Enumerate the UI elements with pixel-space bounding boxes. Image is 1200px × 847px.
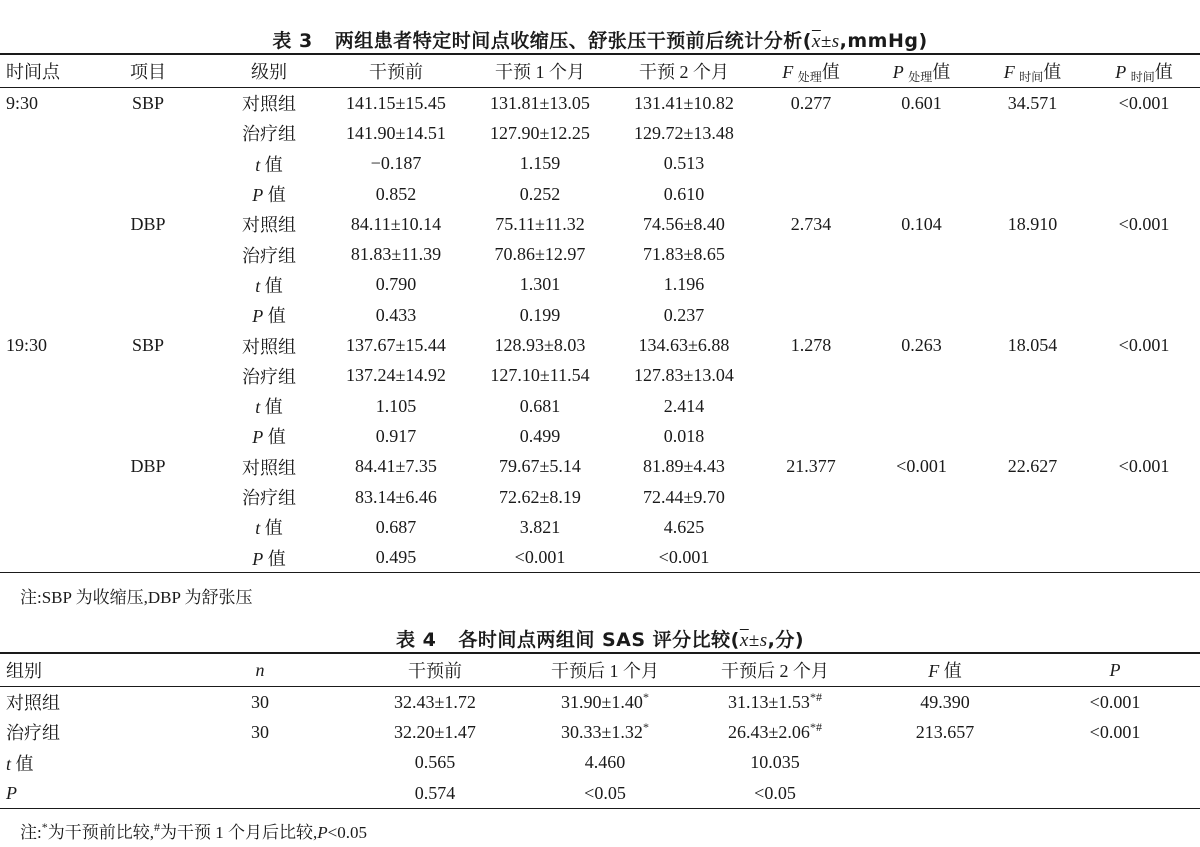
cell-f-time: 22.627	[1007, 456, 1058, 477]
stat-word: 值	[267, 185, 286, 206]
table-row	[0, 512, 1200, 542]
cell-level	[214, 300, 324, 330]
cell-time	[0, 361, 82, 391]
cell-month1: 127.10±11.54	[490, 365, 590, 386]
cell-item	[82, 482, 214, 512]
cell-month1: 127.90±12.25	[490, 122, 590, 143]
cell-time	[0, 118, 82, 148]
stat-letter: t	[255, 154, 261, 175]
table-row	[0, 421, 1200, 451]
cell-item	[82, 361, 214, 391]
cell-p-treat: 0.263	[901, 335, 942, 356]
cell-f-time: 18.054	[1007, 335, 1058, 356]
header-month1: 干预后 1 个月	[551, 661, 659, 681]
cell-month1: 75.11±11.32	[495, 213, 585, 234]
cell-p-treat	[866, 179, 977, 209]
header-time: 时间点	[6, 62, 60, 82]
cell-f-treat	[756, 270, 866, 300]
cell-p-treat	[866, 421, 977, 451]
note-prefix: 注:	[20, 823, 42, 842]
cell-month2: 0.610	[663, 183, 705, 204]
value-word: 值	[821, 61, 840, 82]
header-f-time	[977, 54, 1088, 88]
table3-caption-mean-symbol: $\overline{x}$	[811, 31, 821, 52]
cell-time: 19:30	[6, 335, 48, 356]
table3-caption-pm: ±	[820, 31, 832, 52]
cell-month1	[520, 778, 690, 808]
cell-pre: 0.917	[375, 425, 417, 446]
cell-f	[860, 748, 1030, 778]
cell-f-treat	[756, 512, 866, 542]
cell-f-treat	[756, 361, 866, 391]
sub-time: 时间	[1019, 69, 1044, 84]
table-row	[0, 88, 1200, 118]
cell-pre: 0.790	[375, 274, 417, 295]
cell-p-treat	[866, 542, 977, 572]
cell-value: <0.05	[754, 782, 796, 803]
cell-group: 治疗组	[6, 723, 60, 744]
cell-p-treat: <0.001	[896, 456, 947, 477]
cell-f-treat	[756, 391, 866, 421]
cell-f-treat	[756, 300, 866, 330]
significance-mark: *	[642, 689, 649, 704]
cell-item	[82, 512, 214, 542]
cell-group	[0, 748, 170, 778]
cell-month2	[690, 717, 860, 747]
stat-letter: t	[255, 275, 261, 296]
cell-p-treat	[866, 118, 977, 148]
cell-f-time	[977, 270, 1088, 300]
table4-caption-text: 各时间点两组间 SAS 评分比较(	[458, 629, 740, 651]
cell-f-time	[977, 391, 1088, 421]
header-group: 组别	[6, 661, 42, 681]
value-word: 值	[1154, 61, 1173, 82]
cell-level: 对照组	[242, 457, 296, 478]
cell-p-treat	[866, 512, 977, 542]
stat-word: 值	[267, 427, 286, 448]
cell-p-time	[1088, 482, 1200, 512]
cell-group	[0, 778, 170, 808]
header-f-treat	[756, 54, 866, 88]
cell-value: 30.33±1.32	[561, 721, 643, 742]
cell-p-time	[1088, 512, 1200, 542]
cell-pre: 0.852	[375, 183, 417, 204]
cell-level	[214, 270, 324, 300]
cell-pre: 0.495	[375, 547, 417, 568]
cell-time	[0, 421, 82, 451]
cell-pre: 137.67±15.44	[346, 335, 446, 356]
cell-month2: 0.237	[663, 304, 705, 325]
cell-f-treat	[756, 179, 866, 209]
table-row	[0, 300, 1200, 330]
cell-f-time	[977, 361, 1088, 391]
cell-level: 治疗组	[242, 366, 296, 387]
table3-caption-sd-symbol: s	[831, 31, 840, 52]
cell-time	[0, 209, 82, 239]
stat-letter: P	[252, 548, 264, 569]
header-pre: 干预前	[408, 661, 462, 681]
cell-pre: 83.14±6.46	[355, 486, 437, 507]
header-month2: 干预后 2 个月	[721, 661, 829, 681]
cell-item: SBP	[131, 92, 165, 113]
stat-word: 值	[264, 275, 283, 296]
cell-time	[0, 270, 82, 300]
stat-letter: P	[6, 782, 17, 803]
table-row	[0, 778, 1200, 808]
cell-pre: 32.43±1.72	[394, 691, 476, 712]
cell-f-time	[977, 542, 1088, 572]
cell-f-treat: 0.277	[790, 92, 832, 113]
cell-f-time: 34.571	[1007, 92, 1058, 113]
cell-p-time	[1088, 361, 1200, 391]
cell-pre: −0.187	[370, 153, 422, 174]
cell-f-time	[977, 300, 1088, 330]
cell-n: 30	[251, 691, 269, 712]
cell-p-treat	[866, 482, 977, 512]
cell-item: DBP	[130, 456, 166, 477]
table3-caption-text: 两组患者特定时间点收缩压、舒张压干预前后统计分析(	[334, 30, 812, 52]
cell-month2: 0.513	[663, 153, 705, 174]
cell-p-time	[1088, 421, 1200, 451]
cell-f-treat: 1.278	[790, 335, 832, 356]
cell-p: <0.001	[1089, 691, 1141, 712]
cell-f-treat	[756, 542, 866, 572]
cell-month2: 71.83±8.65	[643, 244, 725, 265]
cell-f-time	[977, 118, 1088, 148]
cell-p-time	[1088, 239, 1200, 269]
table3-header-row	[0, 54, 1200, 88]
f-letter: F	[928, 661, 940, 681]
header-n: n	[255, 659, 265, 680]
stat-word: 值	[15, 753, 34, 774]
f-letter: F	[782, 61, 794, 82]
header-month1: 干预 1 个月	[495, 62, 585, 82]
cell-pre: 0.687	[375, 516, 417, 537]
stat-word: 值	[264, 518, 283, 539]
table3-caption	[0, 26, 1200, 53]
p-letter: P	[892, 61, 904, 82]
cell-level: 治疗组	[242, 488, 296, 508]
sub-time: 时间	[1130, 69, 1155, 84]
cell-level	[214, 179, 324, 209]
cell-month1: 131.81±13.05	[490, 92, 590, 113]
table4-header-row	[0, 653, 1200, 687]
cell-time	[0, 300, 82, 330]
table4-caption-pm: ±	[748, 630, 760, 651]
cell-item	[82, 149, 214, 179]
note-mid1: 为干预前比较,	[47, 823, 154, 842]
significance-mark: *#	[809, 689, 822, 704]
cell-f-time: 18.910	[1007, 213, 1058, 234]
cell-level: 对照组	[242, 94, 296, 115]
stat-letter: t	[255, 518, 261, 539]
header-pre: 干预前	[369, 62, 423, 82]
cell-f-time	[977, 482, 1088, 512]
cell-p-treat	[866, 391, 977, 421]
cell-time	[0, 149, 82, 179]
cell-level: 治疗组	[242, 124, 296, 145]
table-row	[0, 209, 1200, 239]
cell-month1: 79.67±5.14	[499, 456, 581, 477]
cell-f	[860, 778, 1030, 808]
table3-note: 注:SBP 为收缩压,DBP 为舒张压	[20, 588, 253, 607]
cell-f-treat: 2.734	[790, 213, 832, 234]
table4	[0, 653, 1200, 808]
stat-letter: P	[252, 185, 264, 206]
cell-month2: 72.44±9.70	[643, 486, 725, 507]
cell-p-time	[1088, 270, 1200, 300]
cell-month1: 128.93±8.03	[494, 335, 586, 356]
cell-p-time: <0.001	[1118, 213, 1170, 234]
cell-level: 治疗组	[242, 245, 296, 266]
table4-caption	[0, 625, 1200, 652]
cell-value: 4.460	[584, 752, 626, 773]
cell-time	[0, 179, 82, 209]
stat-word: 值	[264, 397, 283, 418]
cell-level	[214, 512, 324, 542]
sub-treat: 处理	[908, 69, 933, 84]
header-p: P	[1109, 659, 1121, 680]
cell-value: 31.13±1.53	[728, 691, 810, 712]
stat-word: 值	[267, 548, 286, 569]
table-row	[0, 717, 1200, 747]
table-row	[0, 482, 1200, 512]
cell-month2	[690, 778, 860, 808]
cell-month2: 127.83±13.04	[634, 365, 734, 386]
header-month2: 干预 2 个月	[639, 62, 729, 82]
cell-p-time	[1088, 179, 1200, 209]
cell-month1	[520, 687, 690, 717]
cell-f-treat	[756, 482, 866, 512]
cell-pre: 0.565	[414, 752, 456, 773]
cell-time	[0, 512, 82, 542]
cell-month2: 1.196	[663, 274, 705, 295]
note-p-letter: P	[317, 823, 328, 842]
cell-pre: 0.433	[375, 304, 417, 325]
cell-pre: 0.574	[414, 782, 456, 803]
cell-value: 10.035	[750, 752, 800, 773]
cell-time	[0, 482, 82, 512]
cell-f-time	[977, 512, 1088, 542]
cell-pre: 81.83±11.39	[350, 244, 442, 265]
note-hash: #	[153, 820, 160, 834]
f-letter: F	[1003, 61, 1015, 82]
cell-n: 30	[251, 721, 269, 742]
cell-month1	[520, 717, 690, 747]
value-word: 值	[1043, 61, 1062, 82]
significance-mark: *	[642, 719, 649, 734]
stat-letter: t	[255, 397, 261, 418]
cell-p-time	[1088, 300, 1200, 330]
stat-letter: t	[6, 753, 12, 774]
cell-n	[170, 778, 350, 808]
table-row	[0, 391, 1200, 421]
cell-p	[1030, 778, 1200, 808]
table-row	[0, 330, 1200, 360]
cell-p-treat	[866, 149, 977, 179]
table4-caption-sd-symbol: s	[759, 630, 768, 651]
note-mid2: 为干预 1 个月后比较,	[159, 823, 318, 842]
table-row	[0, 748, 1200, 778]
value-word: 值	[932, 61, 951, 82]
table3-caption-unit: ,mmHg)	[839, 30, 928, 52]
cell-f-time	[977, 239, 1088, 269]
cell-f: 213.657	[915, 721, 975, 742]
table-row	[0, 270, 1200, 300]
stat-letter: P	[252, 306, 264, 327]
table4-caption-unit: ,分)	[767, 629, 805, 651]
cell-item	[82, 239, 214, 269]
cell-p	[1030, 748, 1200, 778]
header-f	[860, 653, 1030, 687]
cell-month1: 3.821	[519, 516, 561, 537]
cell-pre: 141.90±14.51	[346, 122, 446, 143]
stat-letter: P	[252, 427, 264, 448]
table-row	[0, 542, 1200, 572]
cell-f-treat: 21.377	[786, 456, 836, 477]
cell-pre: 84.41±7.35	[355, 456, 437, 477]
cell-level	[214, 542, 324, 572]
cell-f-time	[977, 149, 1088, 179]
cell-month2	[690, 748, 860, 778]
cell-month2: <0.001	[658, 547, 710, 568]
cell-pre: 1.105	[375, 395, 417, 416]
cell-p-time: <0.001	[1118, 456, 1170, 477]
p-letter: P	[1115, 61, 1127, 82]
cell-p-time	[1088, 118, 1200, 148]
cell-item	[82, 421, 214, 451]
cell-p-time	[1088, 542, 1200, 572]
stat-word: 值	[264, 154, 283, 175]
cell-p-time	[1088, 391, 1200, 421]
cell-month2: 2.414	[663, 395, 705, 416]
cell-item	[82, 118, 214, 148]
stat-word: 值	[267, 306, 286, 327]
cell-month2: 134.63±6.88	[638, 335, 730, 356]
cell-value: 31.90±1.40	[561, 691, 643, 712]
cell-group: 对照组	[6, 693, 60, 714]
cell-item: DBP	[130, 213, 166, 234]
header-item: 项目	[130, 62, 166, 82]
cell-f-time	[977, 421, 1088, 451]
cell-pre: 141.15±15.45	[346, 92, 446, 113]
table-row	[0, 118, 1200, 148]
cell-p-treat: 0.601	[901, 92, 942, 113]
cell-p-treat	[866, 270, 977, 300]
table-row	[0, 687, 1200, 717]
cell-level	[214, 391, 324, 421]
cell-month1: 70.86±12.97	[494, 244, 586, 265]
cell-month1: 1.159	[519, 153, 561, 174]
cell-f-treat	[756, 239, 866, 269]
table4-caption-label: 表 4	[395, 629, 437, 651]
cell-month1: 0.499	[519, 425, 561, 446]
cell-time	[0, 452, 82, 482]
table-row	[0, 239, 1200, 269]
cell-month1: 72.62±8.19	[499, 486, 581, 507]
cell-p-treat	[866, 300, 977, 330]
cell-month2: 81.89±4.43	[643, 456, 725, 477]
cell-month2: 4.625	[663, 516, 705, 537]
table4-caption-mean-symbol: $\overline{x}$	[739, 630, 749, 651]
table-row	[0, 361, 1200, 391]
cell-time	[0, 239, 82, 269]
cell-level: 对照组	[242, 336, 296, 357]
sub-treat: 处理	[797, 69, 822, 84]
cell-p: <0.001	[1089, 721, 1141, 742]
header-level: 级别	[251, 62, 287, 82]
cell-pre: 137.24±14.92	[346, 365, 446, 386]
cell-p-treat	[866, 361, 977, 391]
cell-item	[82, 391, 214, 421]
cell-month2: 74.56±8.40	[643, 213, 725, 234]
cell-time	[0, 391, 82, 421]
cell-p-time: <0.001	[1118, 92, 1170, 113]
cell-level	[214, 421, 324, 451]
cell-month1: <0.001	[514, 547, 566, 568]
cell-f: 49.390	[920, 691, 970, 712]
cell-p-time	[1088, 149, 1200, 179]
cell-month2: 131.41±10.82	[634, 92, 734, 113]
cell-f-treat	[756, 149, 866, 179]
cell-month1: 0.199	[519, 304, 561, 325]
cell-item	[82, 300, 214, 330]
cell-month1: 0.681	[519, 395, 561, 416]
cell-month1: 1.301	[519, 274, 561, 295]
value-word: 值	[943, 661, 962, 681]
header-p-time	[1088, 54, 1200, 88]
cell-item	[82, 542, 214, 572]
table3-caption-label: 表 3	[272, 30, 313, 52]
cell-n	[170, 748, 350, 778]
cell-value: <0.05	[584, 782, 626, 803]
cell-value: 26.43±2.06	[728, 721, 810, 742]
cell-p-treat: 0.104	[901, 213, 942, 234]
table-row	[0, 149, 1200, 179]
table3	[0, 54, 1200, 573]
cell-item	[82, 179, 214, 209]
cell-f-treat	[756, 421, 866, 451]
note-star: *	[41, 820, 48, 834]
cell-level	[214, 149, 324, 179]
table-row	[0, 452, 1200, 482]
cell-time: 9:30	[6, 92, 39, 113]
cell-month2: 0.018	[663, 425, 705, 446]
cell-f-time	[977, 179, 1088, 209]
cell-item	[82, 270, 214, 300]
cell-month2	[690, 687, 860, 717]
table4-note	[20, 818, 367, 843]
cell-item: SBP	[131, 335, 165, 356]
significance-mark: *#	[809, 719, 822, 734]
cell-level: 对照组	[242, 215, 296, 236]
table-row	[0, 179, 1200, 209]
cell-f-treat	[756, 118, 866, 148]
header-p-treat	[866, 54, 977, 88]
cell-month2: 129.72±13.48	[634, 122, 734, 143]
cell-pre: 84.11±10.14	[350, 213, 442, 234]
note-tail: <0.05	[327, 823, 367, 842]
cell-pre: 32.20±1.47	[394, 721, 476, 742]
cell-time	[0, 542, 82, 572]
cell-p-treat	[866, 239, 977, 269]
cell-p-time: <0.001	[1118, 335, 1170, 356]
cell-month1: 0.252	[519, 183, 561, 204]
cell-month1	[520, 748, 690, 778]
